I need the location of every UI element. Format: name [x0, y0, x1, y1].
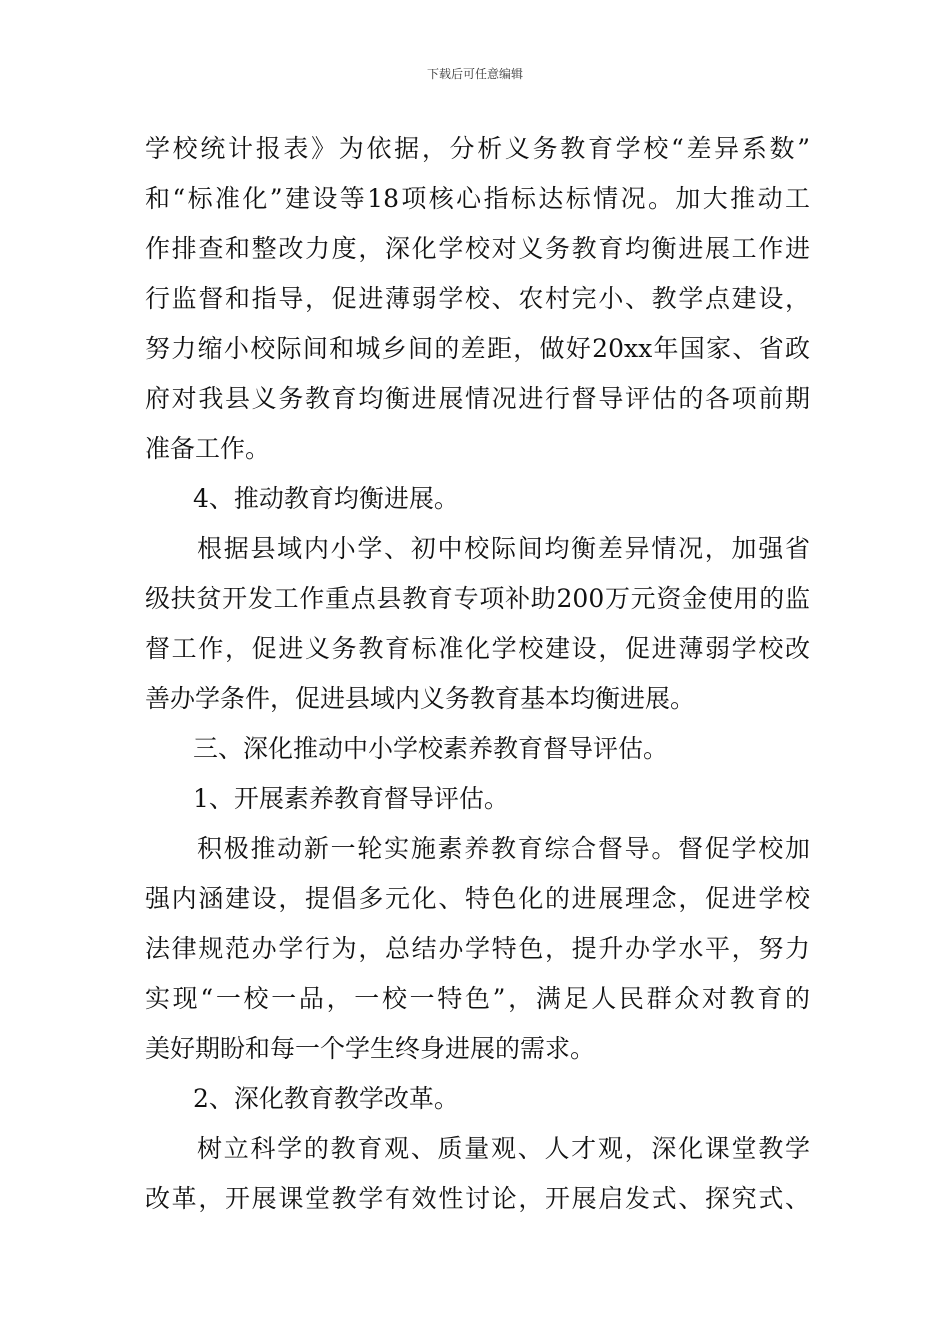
text-line: 督工作，促进义务教育标准化学校建设，促进薄弱学校改	[145, 634, 810, 663]
page-header-note: 下载后可任意编辑	[426, 67, 523, 81]
section-heading: 4、推动教育均衡进展。	[193, 484, 459, 513]
text-line: 和“标准化”建设等18项核心指标达标情况。加大推动工	[145, 184, 810, 213]
text-line: 努力缩小校际间和城乡间的差距，做好20xx年国家、省政	[145, 334, 810, 363]
text-line: 作排查和整改力度，深化学校对义务教育均衡进展工作进	[145, 234, 810, 263]
text-line: 行监督和指导，促进薄弱学校、农村完小、教学点建设，	[145, 284, 810, 313]
text-line: 美好期盼和每一个学生终身进展的需求。	[145, 1034, 596, 1063]
text-line: 善办学条件，促进县域内义务教育基本均衡进展。	[145, 684, 696, 713]
text-line: 法律规范办学行为，总结办学特色，提升办学水平，努力	[145, 934, 810, 963]
text-line: 级扶贫开发工作重点县教育专项补助200万元资金使用的监	[145, 584, 810, 613]
text-line: 树立科学的教育观、质量观、人才观，深化课堂教学	[197, 1134, 810, 1163]
text-line: 学校统计报表》为依据，分析义务教育学校“差异系数”	[145, 134, 810, 163]
text-line: 强内涵建设，提倡多元化、特色化的进展理念，促进学校	[145, 884, 810, 913]
document-body	[145, 124, 810, 1224]
section-heading: 1、开展素养教育督导评估。	[193, 784, 509, 813]
text-line: 积极推动新一轮实施素养教育综合督导。督促学校加	[197, 834, 810, 863]
text-line: 府对我县义务教育均衡进展情况进行督导评估的各项前期	[145, 384, 810, 413]
text-line: 改革，开展课堂教学有效性讨论，开展启发式、探究式、	[145, 1184, 810, 1213]
text-line: 准备工作。	[145, 434, 271, 463]
text-line: 实现“一校一品，一校一特色”，满足人民群众对教育的	[145, 984, 810, 1013]
section-heading: 2、深化教育教学改革。	[193, 1084, 459, 1113]
section-heading: 三、深化推动中小学校素养教育督导评估。	[193, 734, 669, 763]
text-line: 根据县域内小学、初中校际间均衡差异情况，加强省	[197, 534, 810, 563]
